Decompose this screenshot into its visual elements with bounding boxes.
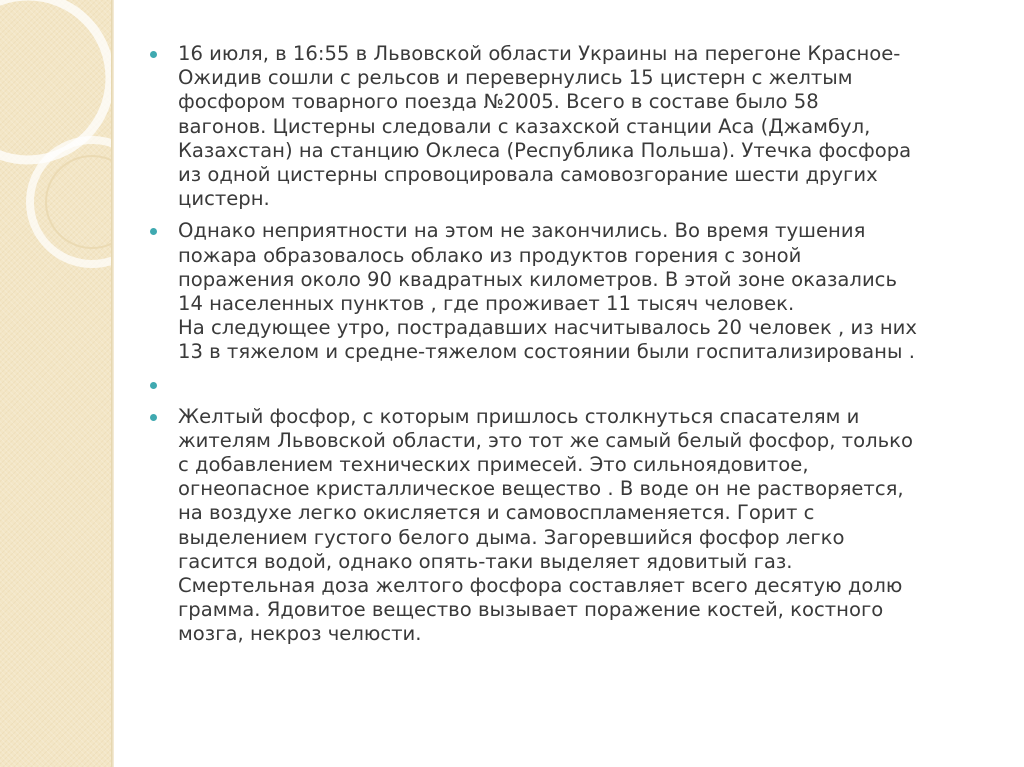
bullet-item xyxy=(148,42,968,211)
bullet-item-empty xyxy=(148,373,968,397)
bullet-list xyxy=(148,42,968,647)
bullet-dot-icon xyxy=(150,51,157,58)
decorative-circles-icon xyxy=(0,0,111,300)
decorative-side-panel xyxy=(0,0,111,767)
bullet-text: Однако неприятности на этом не закончились. Во время тушения пожара образовалось облако из продуктов горения с зоной поражения около 90 квадратных километров. В этой зоне оказались 14 населенных пунктов , где проживает 11 тысяч человек. На следующее утро, пострадавших насчитывалось 20 человек , из них 13 в тяжелом и средне-тяжелом состоянии были госпитализированы . xyxy=(178,219,918,364)
side-panel-edge xyxy=(111,0,114,767)
bullet-dot-icon xyxy=(150,382,157,389)
bullet-dot-icon xyxy=(150,228,157,235)
bullet-dot-icon xyxy=(150,414,157,421)
bullet-item xyxy=(148,219,968,364)
bullet-text: 16 июля, в 16:55 в Львовской области Украины на перегоне Красное- Ожидив сошли с рельсов и перевернулись 15 цистерн с желтым фосфором товарного поезда №2005. Всего в составе было 58 вагонов. Цистерны следовали с казахской станции Аса (Джамбул, Казахстан) на станцию Оклеса (Республика Польша). Утечка фосфора из одной цистерны спровоцировала самовозгорание шести других цистерн. xyxy=(178,42,912,211)
bullet-item xyxy=(148,405,968,647)
bullet-text: Желтый фосфор, с которым пришлось столкнуться спасателям и жителям Львовской области, это тот же самый белый фосфор, только с добавлением технических примесей. Это сильноядовитое, огнеопасное кристаллическое вещество . В воде он не растворяется, на воздухе легко окисляется и самовоспламеняется. Горит с выделением густого белого дыма. Загоревшийся фосфор легко гасится водой, однако опять-таки выделяет ядовитый газ. Смертельная доза желтого фосфора составляет всего десятую долю грамма. Ядовитое вещество вызывает поражение костей, костного мозга, некроз челюсти. xyxy=(178,404,913,646)
slide-content xyxy=(148,42,968,655)
